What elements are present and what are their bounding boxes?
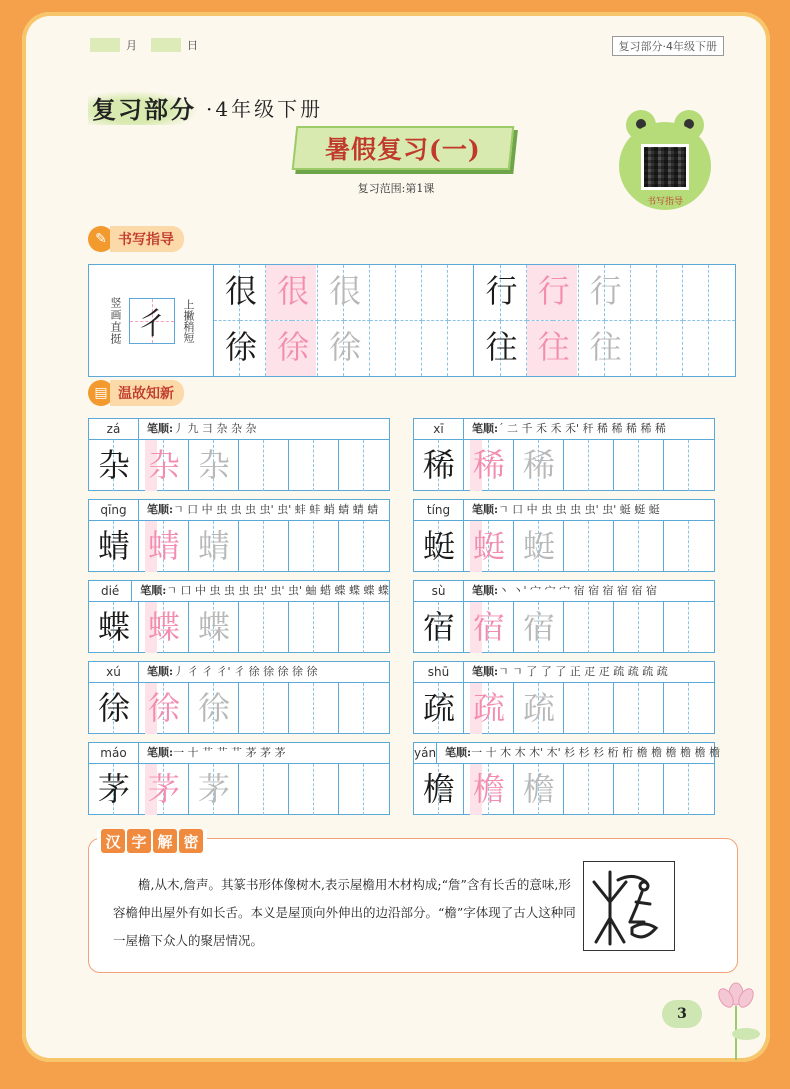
practice-cell[interactable] bbox=[589, 440, 614, 491]
practice-cell[interactable] bbox=[414, 683, 455, 734]
practice-cell[interactable] bbox=[139, 764, 180, 815]
practice-cell[interactable] bbox=[564, 764, 589, 815]
practice-cell[interactable] bbox=[614, 440, 639, 491]
guide-grid-cell[interactable] bbox=[318, 321, 362, 377]
stroke-order-steps: 一 十 木 木 木' 木' 杉 杉 杉 桁 桁 檐 檐 檐 檐 檐 檐 bbox=[471, 746, 721, 759]
card-practice-grid bbox=[414, 683, 714, 734]
stroke-order-label: 笔顺: bbox=[472, 503, 499, 516]
practice-cell[interactable] bbox=[139, 521, 180, 572]
practice-cell[interactable] bbox=[414, 521, 455, 572]
stroke-order-steps: 一 十 艹 艹 艹 茅 茅 茅 bbox=[173, 746, 286, 759]
practice-cell[interactable] bbox=[89, 521, 130, 572]
practice-char: 稀 bbox=[472, 446, 505, 484]
card-header bbox=[414, 743, 721, 764]
guide-grid-cell[interactable] bbox=[527, 265, 570, 321]
stroke-order-steps: ㄱ ㄱ 了 了 了 正 疋 疋 疏 疏 疏 疏 bbox=[498, 665, 668, 678]
stroke-order bbox=[139, 743, 389, 763]
practice-char: 檐 bbox=[522, 770, 555, 808]
practice-cell[interactable] bbox=[639, 521, 664, 572]
practice-cell[interactable] bbox=[464, 764, 505, 815]
practice-cell[interactable] bbox=[239, 440, 264, 491]
practice-char: 檐 bbox=[472, 770, 505, 808]
char-card-zá bbox=[88, 418, 390, 491]
practice-cell[interactable] bbox=[689, 683, 714, 734]
practice-cell[interactable] bbox=[339, 440, 364, 491]
practice-cell[interactable] bbox=[289, 440, 314, 491]
practice-char: 宿 bbox=[522, 608, 555, 646]
explain-tag bbox=[97, 829, 207, 853]
guide-grid-cell[interactable] bbox=[709, 265, 735, 321]
pinyin: xī bbox=[414, 419, 464, 439]
practice-char: 茅 bbox=[197, 770, 230, 808]
practice-char: 杂 bbox=[197, 446, 230, 484]
stroke-order-label: 笔顺: bbox=[445, 746, 472, 759]
practice-cell[interactable] bbox=[639, 440, 664, 491]
stroke-order bbox=[464, 662, 714, 682]
practice-cell[interactable] bbox=[289, 683, 314, 734]
practice-cell[interactable] bbox=[339, 683, 364, 734]
practice-cell[interactable] bbox=[664, 683, 689, 734]
card-practice-grid bbox=[89, 764, 389, 815]
guide-grid-cell[interactable] bbox=[266, 265, 310, 321]
stroke-order bbox=[139, 419, 389, 439]
practice-cell[interactable] bbox=[614, 521, 639, 572]
pinyin: shū bbox=[414, 662, 464, 682]
review-new-label: 温故知新 bbox=[110, 380, 184, 406]
radical-demo-box bbox=[129, 298, 175, 344]
practice-cell[interactable] bbox=[139, 440, 180, 491]
practice-cell[interactable] bbox=[289, 602, 314, 653]
guide-grid-cell[interactable] bbox=[579, 265, 622, 321]
card-practice-grid bbox=[414, 764, 714, 815]
stroke-order-steps: ㄱ 口 中 虫 虫 虫 虫' 虫' 虫' 蚰 蜡 蝶 蝶 蝶 蝶 bbox=[166, 584, 389, 597]
review-title-banner bbox=[292, 126, 515, 170]
guide-char: 往 bbox=[589, 327, 622, 366]
pinyin: tíng bbox=[414, 500, 464, 520]
practice-cell[interactable] bbox=[239, 764, 264, 815]
card-header bbox=[89, 662, 389, 683]
practice-cell[interactable] bbox=[664, 440, 689, 491]
char-card-tíng bbox=[413, 499, 715, 572]
practice-cell[interactable] bbox=[314, 440, 339, 491]
guide-char: 行 bbox=[589, 272, 622, 310]
practice-char: 蝶 bbox=[197, 608, 230, 646]
practice-char: 宿 bbox=[472, 608, 505, 646]
practice-cell[interactable] bbox=[589, 764, 614, 815]
radical-char: 彳 bbox=[137, 306, 167, 342]
practice-cell[interactable] bbox=[689, 440, 714, 491]
practice-cell[interactable] bbox=[289, 764, 314, 815]
guide-grid-cell[interactable] bbox=[266, 321, 310, 377]
section-title bbox=[88, 90, 323, 125]
stroke-order-label: 笔顺: bbox=[147, 503, 174, 516]
guide-grid-cell[interactable] bbox=[631, 265, 657, 321]
writing-guide-label: 书写指导 bbox=[110, 226, 184, 252]
practice-char: 徐 bbox=[147, 689, 180, 727]
practice-cell[interactable] bbox=[514, 683, 555, 734]
guide-char: 往 bbox=[485, 327, 518, 366]
char-explain-box bbox=[88, 832, 738, 973]
guide-char: 很 bbox=[277, 272, 310, 310]
practice-cell[interactable] bbox=[139, 683, 180, 734]
guide-grid-cell[interactable] bbox=[527, 321, 570, 377]
writing-guide-panel bbox=[88, 264, 736, 377]
practice-cell[interactable] bbox=[639, 683, 664, 734]
practice-cell[interactable] bbox=[264, 521, 289, 572]
stroke-order-steps: ㄱ 口 中 虫 虫 虫 虫' 虫' 蚌 蚌 蛸 蜻 蜻 蜻 bbox=[173, 503, 379, 516]
practice-cell[interactable] bbox=[339, 602, 364, 653]
stroke-order-label: 笔顺: bbox=[147, 422, 174, 435]
lotus-decoration-icon bbox=[708, 980, 764, 1060]
explain-tag-char: 汉 bbox=[101, 829, 125, 853]
practice-cell[interactable] bbox=[189, 683, 230, 734]
practice-cell[interactable] bbox=[639, 602, 664, 653]
guide-grid-cell[interactable] bbox=[474, 265, 518, 321]
practice-cell[interactable] bbox=[614, 764, 639, 815]
practice-cell[interactable] bbox=[89, 602, 130, 653]
review-title: 暑假复习(一) bbox=[325, 135, 481, 164]
practice-cell[interactable] bbox=[189, 764, 230, 815]
char-card-sù bbox=[413, 580, 715, 653]
stroke-order bbox=[139, 500, 389, 520]
guide-grid-cell[interactable] bbox=[631, 321, 657, 377]
practice-char: 檐 bbox=[422, 770, 455, 808]
practice-cell[interactable] bbox=[314, 683, 339, 734]
practice-cell[interactable] bbox=[314, 764, 339, 815]
practice-cell[interactable] bbox=[589, 602, 614, 653]
stroke-order bbox=[437, 743, 720, 763]
stroke-order bbox=[132, 581, 389, 601]
stroke-order-label: 笔顺: bbox=[147, 746, 174, 759]
stroke-order-steps: 丶 丶' 宀 宀 宀 宿 宿 宿 宿 宿 宿 bbox=[498, 584, 658, 597]
practice-cell[interactable] bbox=[564, 683, 589, 734]
practice-cell[interactable] bbox=[264, 764, 289, 815]
guide-grid-cell[interactable] bbox=[422, 321, 448, 377]
month-box[interactable] bbox=[90, 38, 120, 52]
practice-cell[interactable] bbox=[414, 764, 455, 815]
practice-cell[interactable] bbox=[589, 683, 614, 734]
practice-cell[interactable] bbox=[514, 602, 555, 653]
page-number: 3 bbox=[662, 1000, 702, 1028]
practice-cell[interactable] bbox=[339, 521, 364, 572]
practice-cell[interactable] bbox=[364, 602, 389, 653]
practice-cell[interactable] bbox=[239, 602, 264, 653]
guide-char: 徐 bbox=[329, 327, 362, 366]
practice-char: 杂 bbox=[147, 446, 180, 484]
practice-cell[interactable] bbox=[464, 521, 505, 572]
practice-cell[interactable] bbox=[364, 764, 389, 815]
pinyin: yán bbox=[414, 743, 437, 763]
stroke-order-label: 笔顺: bbox=[472, 665, 499, 678]
practice-char: 宿 bbox=[422, 608, 455, 646]
practice-char: 杂 bbox=[97, 446, 130, 484]
char-card-shū bbox=[413, 661, 715, 734]
guide-char: 徐 bbox=[277, 327, 310, 366]
guide-grid-cell[interactable] bbox=[422, 265, 448, 321]
practice-cell[interactable] bbox=[89, 683, 130, 734]
guide-char: 行 bbox=[485, 272, 518, 310]
radical-tip-left: 竖画直挺 bbox=[109, 296, 122, 345]
guide-char: 往 bbox=[537, 327, 570, 366]
practice-char: 蜓 bbox=[522, 527, 555, 565]
month-label: 月 bbox=[126, 39, 137, 52]
explain-tag-char: 密 bbox=[179, 829, 203, 853]
practice-cell[interactable] bbox=[514, 440, 555, 491]
pinyin: qīng bbox=[89, 500, 139, 520]
practice-cell[interactable] bbox=[414, 440, 455, 491]
section-title-bold: 复习部分 bbox=[88, 90, 200, 125]
practice-cell[interactable] bbox=[414, 602, 455, 653]
practice-cell[interactable] bbox=[464, 440, 505, 491]
guide-grid-cell[interactable] bbox=[318, 265, 362, 321]
practice-cell[interactable] bbox=[464, 683, 505, 734]
stroke-order bbox=[464, 581, 714, 601]
book-tag: 复习部分·4年级下册 bbox=[612, 36, 725, 56]
pinyin: máo bbox=[89, 743, 139, 763]
practice-cell[interactable] bbox=[189, 521, 230, 572]
frog-qr-badge[interactable] bbox=[616, 110, 714, 212]
guide-char: 很 bbox=[224, 272, 257, 310]
pinyin: xú bbox=[89, 662, 139, 682]
stroke-order-steps: 丿 九 ⺕ 杂 杂 杂 bbox=[173, 422, 257, 435]
stroke-order bbox=[464, 500, 714, 520]
stroke-order-steps: ㄱ 口 中 虫 虫 虫 虫' 虫' 蜓 蜓 蜓 bbox=[498, 503, 660, 516]
practice-cell[interactable] bbox=[239, 521, 264, 572]
stroke-order-steps: ˊ 二 千 禾 禾 禾' 秆 稀 稀 稀 稀 稀 bbox=[498, 422, 667, 435]
guide-char: 很 bbox=[329, 272, 362, 310]
guide-grid-cell[interactable] bbox=[709, 321, 735, 377]
practice-cell[interactable] bbox=[89, 440, 130, 491]
practice-char: 稀 bbox=[422, 446, 455, 484]
guide-char: 徐 bbox=[224, 327, 257, 366]
practice-cell[interactable] bbox=[614, 602, 639, 653]
explain-tag-char: 解 bbox=[153, 829, 177, 853]
practice-cell[interactable] bbox=[289, 521, 314, 572]
guide-practice-grid bbox=[214, 265, 735, 376]
practice-cell[interactable] bbox=[689, 602, 714, 653]
practice-cell[interactable] bbox=[89, 764, 130, 815]
char-card-yán bbox=[413, 742, 721, 815]
stroke-order-label: 笔顺: bbox=[472, 584, 499, 597]
card-header bbox=[89, 581, 389, 602]
card-practice-grid bbox=[89, 440, 389, 491]
practice-char: 蜻 bbox=[97, 527, 130, 565]
card-header bbox=[414, 419, 714, 440]
card-header bbox=[89, 500, 389, 521]
practice-cell[interactable] bbox=[264, 440, 289, 491]
practice-cell[interactable] bbox=[664, 602, 689, 653]
qr-code[interactable] bbox=[641, 144, 689, 190]
pinyin: zá bbox=[89, 419, 139, 439]
card-practice-grid bbox=[414, 521, 714, 572]
guide-grid-cell[interactable] bbox=[396, 265, 422, 321]
practice-char: 疏 bbox=[422, 689, 455, 727]
practice-cell[interactable] bbox=[514, 521, 555, 572]
guide-char: 行 bbox=[537, 272, 570, 310]
ancient-glyph-icon bbox=[584, 862, 674, 950]
guide-grid-cell[interactable] bbox=[474, 321, 518, 377]
practice-cell[interactable] bbox=[464, 602, 505, 653]
practice-char: 茅 bbox=[97, 770, 130, 808]
explain-tag-char: 字 bbox=[127, 829, 151, 853]
practice-cell[interactable] bbox=[364, 683, 389, 734]
practice-cell[interactable] bbox=[314, 521, 339, 572]
practice-char: 蜓 bbox=[472, 527, 505, 565]
practice-cell[interactable] bbox=[564, 521, 589, 572]
card-header bbox=[414, 662, 714, 683]
radical-tip-right: 上撇稍短 bbox=[182, 298, 195, 343]
card-header bbox=[89, 743, 389, 764]
radical-tip bbox=[89, 265, 214, 376]
practice-cell[interactable] bbox=[639, 764, 664, 815]
guide-grid-cell[interactable] bbox=[370, 265, 396, 321]
practice-char: 稀 bbox=[522, 446, 555, 484]
practice-cell[interactable] bbox=[139, 602, 180, 653]
writing-guide-heading bbox=[88, 226, 184, 252]
practice-char: 徐 bbox=[97, 689, 130, 727]
practice-cell[interactable] bbox=[339, 764, 364, 815]
card-practice-grid bbox=[414, 602, 714, 653]
guide-grid-cell[interactable] bbox=[448, 321, 474, 377]
date-row bbox=[90, 37, 198, 53]
practice-cell[interactable] bbox=[664, 764, 689, 815]
guide-grid-cell[interactable] bbox=[683, 265, 709, 321]
practice-cell[interactable] bbox=[589, 521, 614, 572]
stroke-order-label: 笔顺: bbox=[147, 665, 174, 678]
practice-cell[interactable] bbox=[514, 764, 555, 815]
explain-text: 檐,从木,詹声。其篆书形体像树木,表示屋檐用木材构成;“詹”含有长舌的意味,形容檐伸出屋外有如长舌。本义是屋顶向外伸出的边沿部分。“檐”字体现了古人这种同一屋檐下众人的聚居情况。 bbox=[113, 877, 576, 948]
guide-grid-cell[interactable] bbox=[579, 321, 622, 377]
practice-cell[interactable] bbox=[664, 521, 689, 572]
guide-grid-cell[interactable] bbox=[370, 321, 396, 377]
card-header bbox=[414, 500, 714, 521]
practice-cell[interactable] bbox=[614, 683, 639, 734]
practice-char: 蝶 bbox=[147, 608, 180, 646]
practice-cell[interactable] bbox=[364, 440, 389, 491]
practice-char: 蜓 bbox=[422, 527, 455, 565]
pinyin: dié bbox=[89, 581, 132, 601]
stroke-order-label: 笔顺: bbox=[472, 422, 499, 435]
stroke-order bbox=[139, 662, 389, 682]
writing-guide-icon: ✎ bbox=[88, 226, 114, 252]
practice-cell[interactable] bbox=[364, 521, 389, 572]
day-box[interactable] bbox=[151, 38, 181, 52]
section-title-rest: ·4年级下册 bbox=[206, 97, 324, 121]
card-practice-grid bbox=[414, 440, 714, 491]
practice-char: 徐 bbox=[197, 689, 230, 727]
practice-cell[interactable] bbox=[564, 602, 589, 653]
practice-char: 蜻 bbox=[197, 527, 230, 565]
practice-cell[interactable] bbox=[264, 602, 289, 653]
card-header bbox=[89, 419, 389, 440]
practice-cell[interactable] bbox=[564, 440, 589, 491]
ancient-glyph-image bbox=[583, 861, 675, 951]
char-card-qīng bbox=[88, 499, 390, 572]
guide-grid-cell[interactable] bbox=[683, 321, 709, 377]
practice-char: 蜻 bbox=[147, 527, 180, 565]
practice-cell[interactable] bbox=[189, 602, 230, 653]
char-card-dié bbox=[88, 580, 390, 653]
char-card-xú bbox=[88, 661, 390, 734]
frog-label: 书写指导 bbox=[646, 197, 683, 207]
guide-grid-cell[interactable] bbox=[448, 265, 474, 321]
practice-char: 蝶 bbox=[97, 608, 130, 646]
guide-grid-cell[interactable] bbox=[657, 321, 683, 377]
practice-char: 茅 bbox=[147, 770, 180, 808]
card-practice-grid bbox=[89, 683, 389, 734]
practice-cell[interactable] bbox=[689, 764, 714, 815]
card-practice-grid bbox=[89, 521, 389, 572]
guide-grid-cell[interactable] bbox=[657, 265, 683, 321]
practice-cell[interactable] bbox=[689, 521, 714, 572]
practice-cell[interactable] bbox=[239, 683, 264, 734]
review-new-heading bbox=[88, 380, 184, 406]
card-practice-grid bbox=[89, 602, 389, 653]
practice-char: 疏 bbox=[472, 689, 505, 727]
book-icon: ▤ bbox=[88, 380, 114, 406]
guide-grid-cell[interactable] bbox=[396, 321, 422, 377]
practice-char: 疏 bbox=[522, 689, 555, 727]
stroke-order-label: 笔顺: bbox=[140, 584, 167, 597]
guide-grid-cell[interactable] bbox=[214, 321, 257, 377]
pinyin: sù bbox=[414, 581, 464, 601]
char-card-xī bbox=[413, 418, 715, 491]
practice-cell[interactable] bbox=[314, 602, 339, 653]
day-label: 日 bbox=[187, 39, 198, 52]
practice-cell[interactable] bbox=[189, 440, 230, 491]
char-card-máo bbox=[88, 742, 390, 815]
stroke-order-steps: 丿 彳 彳 彳' 彳 徐 徐 徐 徐 徐 bbox=[173, 665, 318, 678]
card-header bbox=[414, 581, 714, 602]
stroke-order bbox=[464, 419, 714, 439]
review-scope: 复习范围:第1课 bbox=[357, 182, 435, 195]
page bbox=[22, 12, 770, 1062]
practice-cell[interactable] bbox=[264, 683, 289, 734]
guide-grid-cell[interactable] bbox=[214, 265, 257, 321]
